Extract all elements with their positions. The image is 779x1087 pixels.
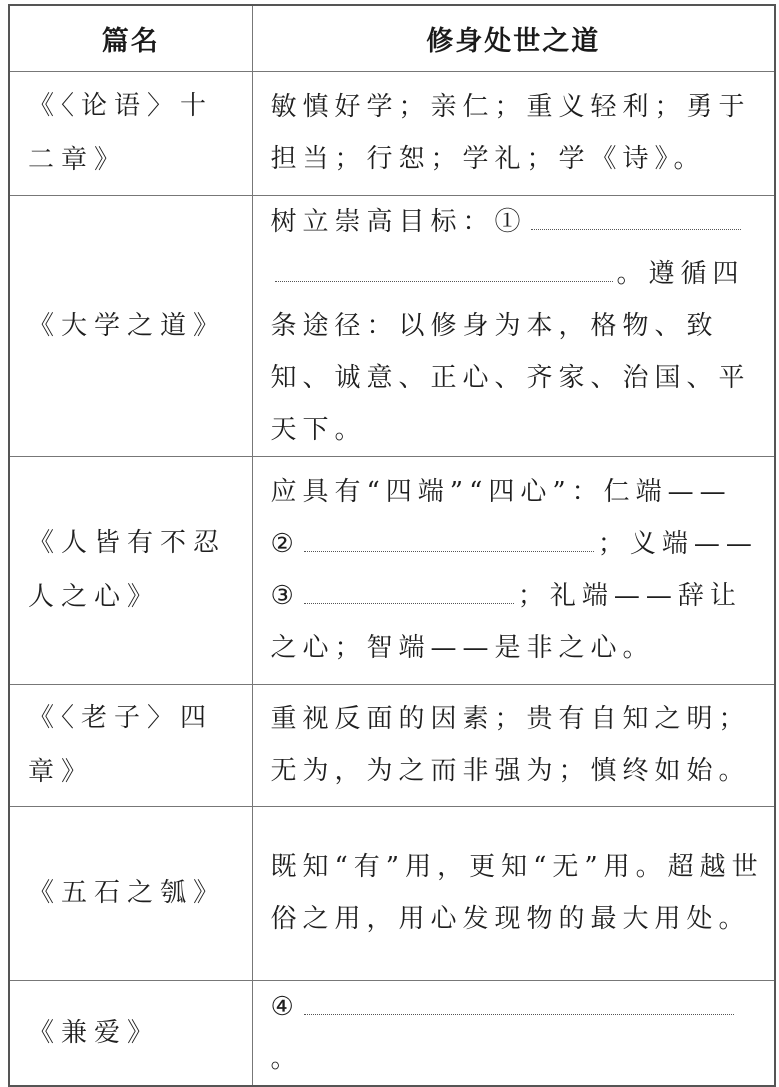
table-row (9, 456, 775, 684)
blank-3-label: ③ (270, 581, 300, 611)
study-table (8, 4, 776, 1087)
fill-blank-1[interactable] (531, 199, 741, 230)
table-row (9, 980, 775, 1086)
chapter-name: 《〈论语〉十二章》 (9, 71, 252, 195)
chapter-content: 敏慎好学；亲仁；重义轻利；勇于担当；行恕；学礼；学《诗》。 (252, 71, 775, 195)
header-title-way: 修身处世之道 (252, 5, 775, 71)
fill-blank-2[interactable] (304, 521, 594, 552)
content-text-mid: ；义端—— (597, 529, 758, 559)
chapter-content (252, 195, 775, 456)
fill-blank-3[interactable] (304, 573, 514, 604)
content-text-prefix: 应具有“四端”“四心”：仁端—— (270, 477, 732, 507)
chapter-name: 《大学之道》 (9, 195, 252, 456)
fill-blank-4[interactable] (304, 984, 734, 1015)
chapter-content (252, 980, 775, 1086)
blank-4-label: ④ (270, 991, 300, 1022)
chapter-content (252, 456, 775, 684)
blank-2-label: ② (270, 529, 300, 559)
content-text-mid: 。遵循四 (616, 258, 745, 289)
content-text-suffix: 。 (270, 1043, 303, 1074)
content-text-suffix: ；礼端——辞让之心；智端——是非之心。 (270, 581, 742, 663)
content-text-suffix: 条途径：以修身为本，格物、致知、诚意、正心、齐家、治国、平天下。 (270, 310, 751, 445)
chapter-name: 《人皆有不忍人之心》 (9, 456, 252, 684)
header-title-name: 篇名 (9, 5, 252, 71)
table-header-row (9, 5, 775, 71)
table-row (9, 71, 775, 195)
content-text-prefix: 树立崇高目标：① (270, 206, 527, 237)
fill-blank-1-continued[interactable] (275, 251, 613, 282)
table-row (9, 195, 775, 456)
table-row (9, 684, 775, 806)
chapter-content: 重视反面的因素；贵有自知之明；无为，为之而非强为；慎终如始。 (252, 684, 775, 806)
chapter-content: 既知“有”用，更知“无”用。超越世俗之用，用心发现物的最大用处。 (252, 806, 775, 980)
table-row (9, 806, 775, 980)
chapter-name: 《五石之瓠》 (9, 806, 252, 980)
chapter-name: 《兼爱》 (9, 980, 252, 1086)
chapter-name: 《〈老子〉四章》 (9, 684, 252, 806)
